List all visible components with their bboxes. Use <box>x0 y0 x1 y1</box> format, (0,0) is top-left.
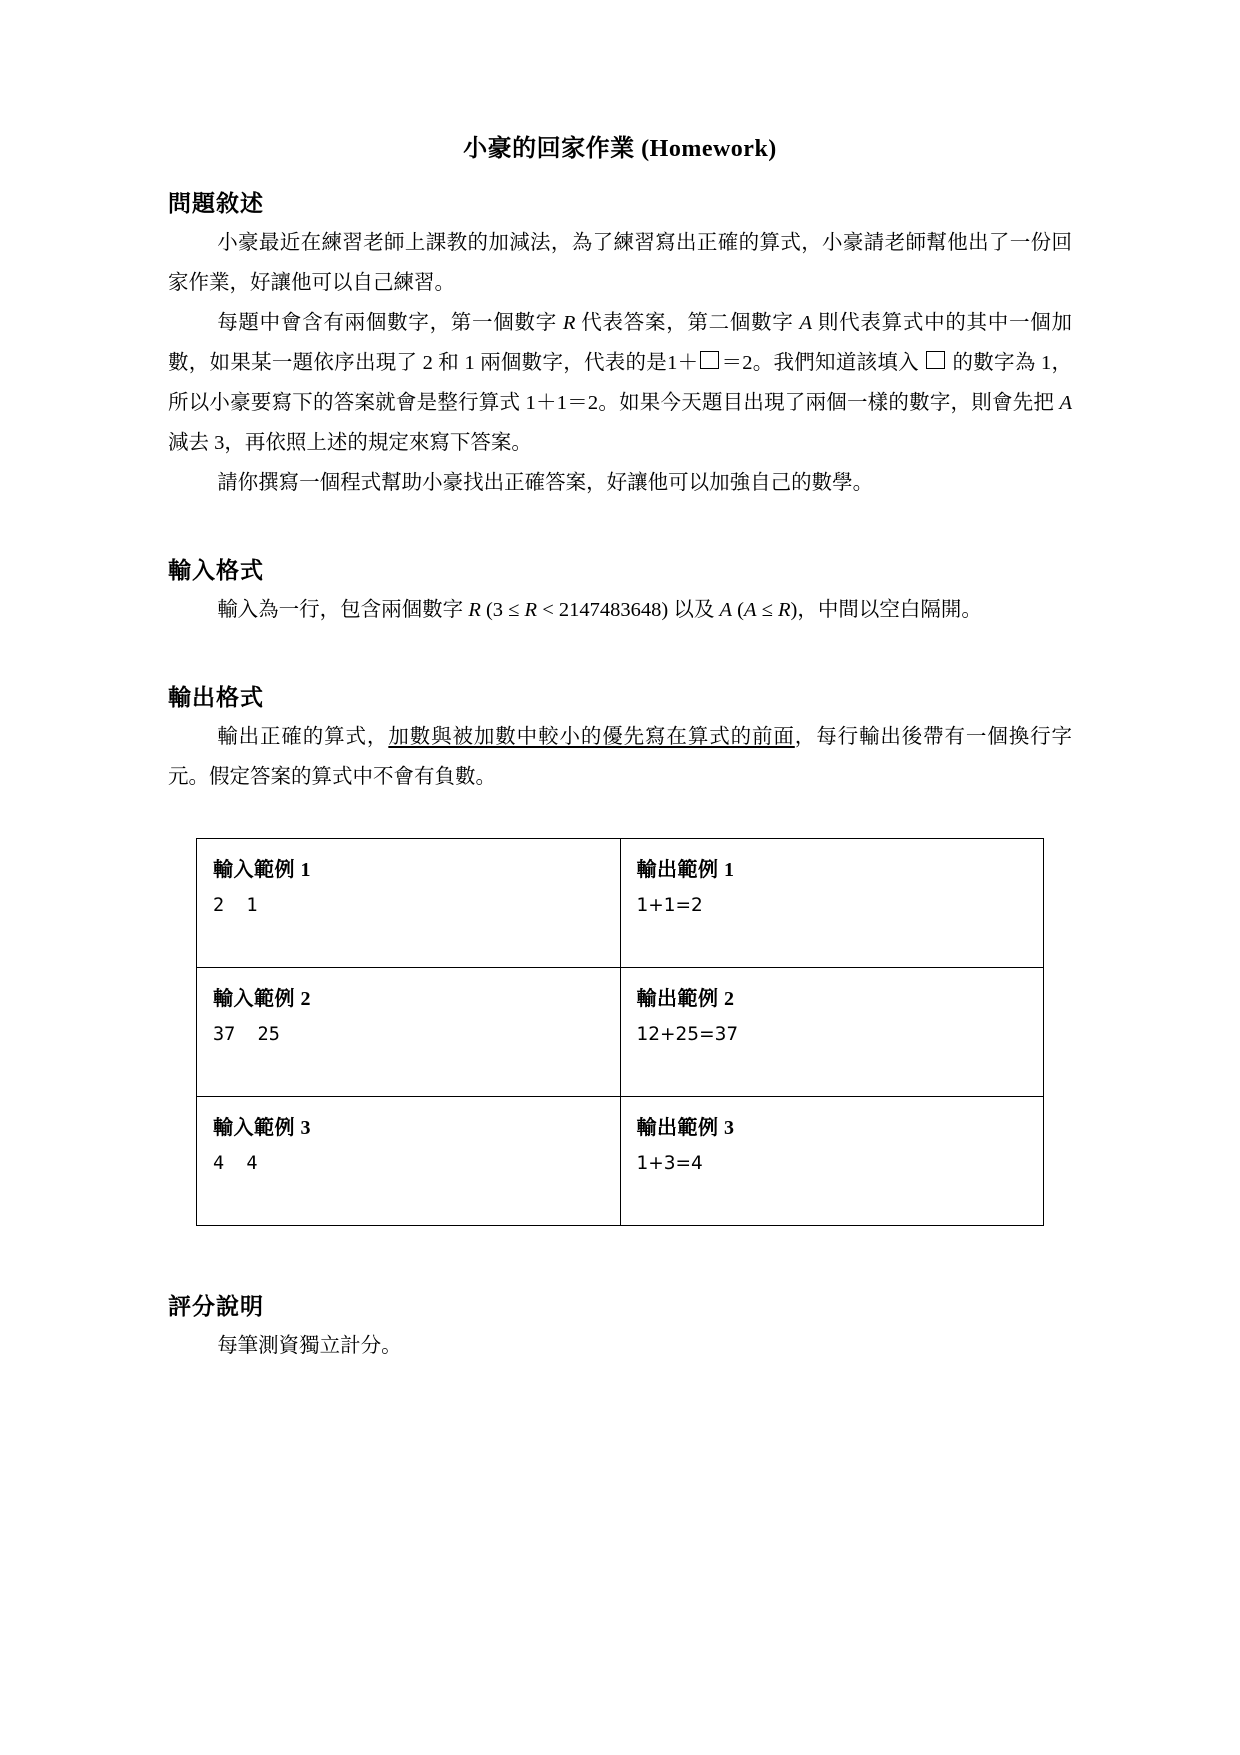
var-a-input: A <box>719 598 732 621</box>
input-text-e: ≤ <box>756 598 778 621</box>
input-text-c: < 2147483648) 以及 <box>537 598 720 621</box>
table-row <box>197 967 1044 1096</box>
problem-p2-text-c: 則代表算式中的其中一個加數，如果某一題依序出現了 2 和 1 兩個數字，代表的是 <box>168 311 1073 374</box>
section-heading-output-format: 輸出格式 <box>168 684 264 710</box>
sample-input-cell-3 <box>197 1096 621 1225</box>
input-text-d: ( <box>732 598 744 621</box>
blank-box-icon-2 <box>926 351 945 370</box>
output-text-b: ，每行輸出後帶有一個換行字元。假定答案的算式中不會有負數。 <box>168 725 1073 788</box>
problem-p2-eq-post2: 的數字為 1，所以小豪要寫下的答案就會是整行算式 1＋1＝2。如果今天題目出現了兩個一樣的數字，則會先把 <box>168 351 1073 414</box>
sample-input-data-2: 37 25 <box>213 1023 280 1045</box>
problem-paragraph-3: 請你撰寫一個程式幫助小豪找出正確答案，好讓他可以加強自己的數學。 <box>217 471 874 494</box>
blank-box-icon <box>700 351 719 370</box>
output-format-paragraph <box>168 718 1072 798</box>
var-r-input: R <box>468 598 481 621</box>
var-r-input-3: R <box>778 598 791 621</box>
page-title: 小豪的回家作業 (Homework) <box>463 136 777 162</box>
sample-input-label-1: 輸入範例 1 <box>213 858 311 881</box>
section-heading-problem: 問題敘述 <box>168 191 264 216</box>
input-format-paragraph <box>168 591 1072 631</box>
samples-table <box>196 838 1044 1226</box>
sample-output-label-2: 輸出範例 2 <box>636 987 735 1010</box>
section-heading-input-format: 輸入格式 <box>168 557 264 583</box>
sample-input-label-2: 輸入範例 2 <box>213 987 311 1010</box>
problem-p2-eq-pre: 1＋ <box>667 351 699 374</box>
output-text-a: 輸出正確的算式， <box>217 725 389 748</box>
input-text-f: )，中間以空白隔開。 <box>790 598 982 621</box>
var-a: A <box>799 311 813 334</box>
problem-paragraph-2 <box>168 304 1072 464</box>
input-text-a: 輸入為一行，包含兩個數字 <box>217 598 469 621</box>
section-heading-scoring: 評分說明 <box>168 1293 264 1319</box>
var-a-input-2: A <box>743 598 757 621</box>
sample-output-data-3: 1+3=4 <box>636 1152 703 1174</box>
problem-p2-eq-post: ＝2。我們知道該填入 <box>721 351 925 374</box>
problem-p2-text-a: 每題中會含有兩個數字，第一個數字 <box>217 311 563 334</box>
sample-input-cell-1 <box>197 838 621 967</box>
table-row <box>197 838 1044 967</box>
sample-input-data-1: 2 1 <box>213 894 258 916</box>
var-r-input-2: R <box>524 598 538 621</box>
problem-paragraph-1: 小豪最近在練習老師上課教的加減法，為了練習寫出正確的算式，小豪請老師幫他出了一份回家作業，好讓他可以自己練習。 <box>168 232 1072 294</box>
sample-output-data-2: 12+25=37 <box>636 1023 739 1045</box>
sample-output-data-1: 1+1=2 <box>636 894 703 916</box>
sample-input-label-3: 輸入範例 3 <box>213 1116 311 1139</box>
table-row <box>197 1096 1044 1225</box>
problem-p2-text-b: 代表答案，第二個數字 <box>575 311 800 334</box>
sample-input-cell-2 <box>197 967 621 1096</box>
scoring-paragraph: 每筆測資獨立計分。 <box>217 1334 402 1357</box>
var-a-2: A <box>1059 391 1072 414</box>
sample-output-label-3: 輸出範例 3 <box>636 1116 735 1139</box>
sample-output-cell-2 <box>620 967 1044 1096</box>
output-emphasis: 加數與被加數中較小的優先寫在算式的前面 <box>388 725 795 748</box>
var-r: R <box>562 311 576 334</box>
sample-output-cell-1 <box>620 838 1044 967</box>
problem-p2-text-d: 減去 3，再依照上述的規定來寫下答案。 <box>168 431 532 454</box>
sample-output-label-1: 輸出範例 1 <box>636 858 735 881</box>
input-text-b: (3 ≤ <box>480 598 525 621</box>
sample-input-data-3: 4 4 <box>213 1152 258 1174</box>
sample-output-cell-3 <box>620 1096 1044 1225</box>
